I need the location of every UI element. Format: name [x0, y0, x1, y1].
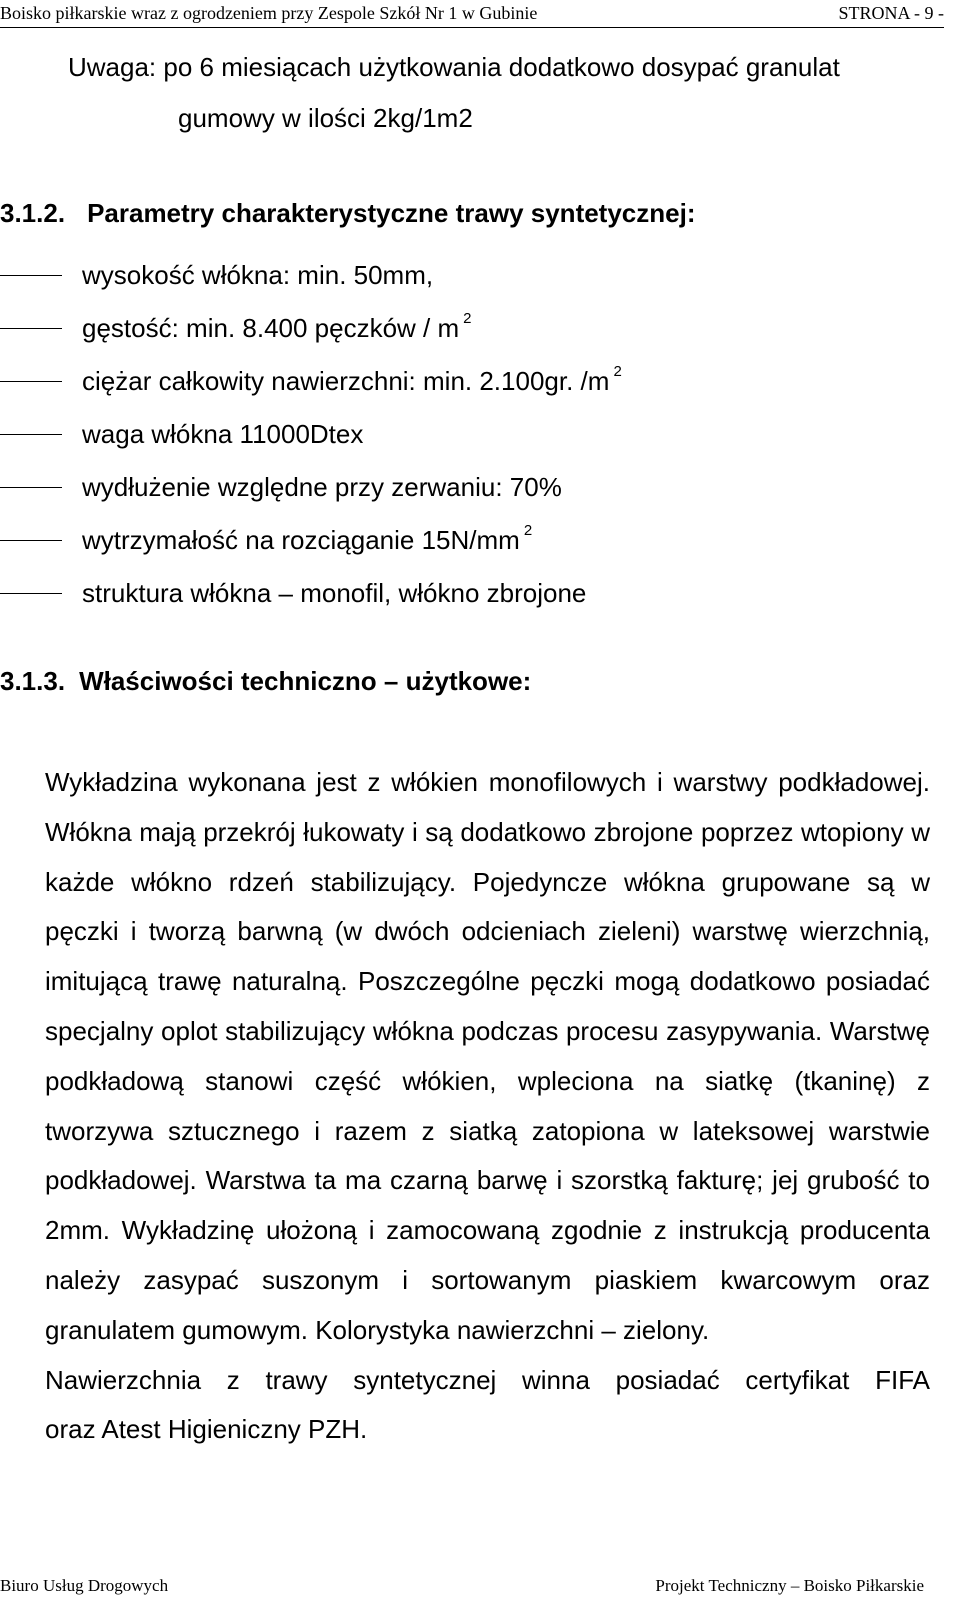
section-title: Parametry charakterystyczne trawy syntetycznej: — [87, 198, 696, 228]
paragraph-certificate-end: oraz Atest Higieniczny PZH. — [45, 1414, 368, 1445]
dash-bullet — [0, 381, 62, 382]
superscript: 2 — [613, 363, 622, 380]
parameter-text: gęstość: min. 8.400 pęczków / m — [82, 313, 460, 343]
superscript: 2 — [523, 522, 533, 539]
parameter-text: struktura włókna – monofil, włókno zbrojone — [82, 578, 587, 608]
paragraph: Wykładzina wykonana jest z włókien monofilowych i warstwy podkładowej. Włókna mają przekrój łukowaty i są dodatkowo zbrojone poprzez wtopiony w każde włókno rdzeń stabilizujący. Pojedyncze włókna grupowane są w pęczki i tworzą barwną (w dwóch odcieniach zieleni) warstwę wierzchnią, imitującą trawę naturalną. Poszczególne pęczki mogą dodatkowo posiadać specjalny oplot stabilizujący włókna podczas procesu zasypywania. Warstwę podkładową stanowi część włókien, wpleciona na siatkę (tkaninę) z tworzywa sztucznego i razem z siatką zatopiona w lateksowej warstwie podkładowej. Warstwa ta ma czarną barwę i szorstką fakturę; jej grubość to 2mm. Wykładzinę ułożoną i zamocowaną zgodnie z instrukcją producenta należy zasypać suszonym i sortowanym piaskiem kwarcowym oraz granulatem gumowym. Kolorystyka nawierzchni – zielony. — [45, 767, 930, 1345]
dash-bullet — [0, 487, 62, 488]
dash-bullet — [0, 593, 62, 594]
parameter-text: wytrzymałość na rozciąganie 15N/mm — [82, 525, 520, 555]
parameter-text: ciężar całkowity nawierzchni: min. 2.100gr. /m — [82, 366, 610, 396]
paragraph-certificate: Nawierzchnia z trawy syntetycznej winna posiadać certyfikat FIFA — [45, 1364, 930, 1395]
superscript: 2 — [463, 310, 472, 327]
note-line-1: Uwaga: po 6 miesiącach użytkowania dodatkowo dosypać granulat — [68, 52, 840, 82]
body-text — [45, 758, 930, 1455]
footer-right: Projekt Techniczny – Boisko Piłkarskie — [655, 1576, 924, 1595]
document-title: Boisko piłkarskie wraz z ogrodzeniem przy Zespole Szkół Nr 1 w Gubinie — [0, 3, 538, 23]
page-number: STRONA - 9 - — [838, 3, 944, 23]
section-heading-312 — [0, 198, 696, 229]
dash-bullet — [0, 434, 62, 435]
footer-left: Biuro Usług Drogowych — [0, 1576, 169, 1595]
parameter-text: waga włókna 11000Dtex — [82, 419, 364, 449]
section-number: 3.1.2. — [0, 198, 66, 228]
dash-bullet — [0, 328, 62, 329]
note-block — [68, 42, 948, 144]
parameter-text: wysokość włókna: min. 50mm, — [82, 260, 434, 290]
parameter-text: wydłużenie względne przy zerwaniu: 70% — [82, 472, 562, 502]
section-title: Właściwości techniczno – użytkowe: — [79, 666, 532, 696]
dash-bullet — [0, 275, 62, 276]
note-line-2: gumowy w ilości 2kg/1m2 — [178, 103, 473, 133]
section-heading-313 — [0, 666, 531, 697]
page-header — [0, 0, 960, 30]
dash-bullet — [0, 540, 62, 541]
section-number: 3.1.3. — [0, 666, 66, 696]
header-divider — [0, 27, 944, 28]
